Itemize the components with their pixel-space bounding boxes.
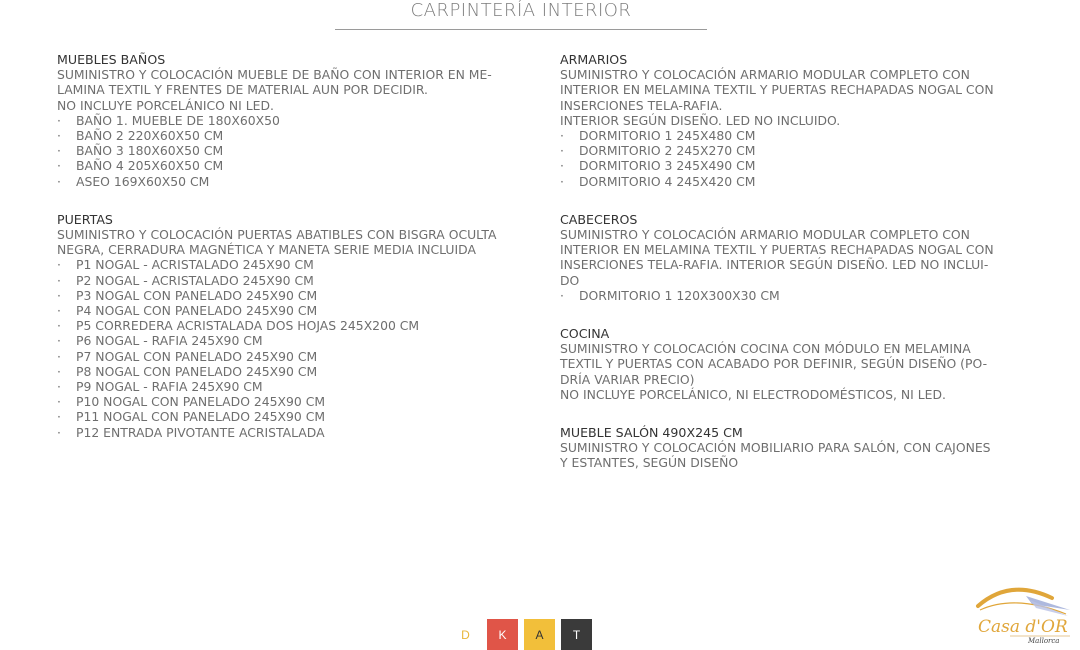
description-line: SUMINISTRO Y COLOCACIÓN PUERTAS ABATIBLES CON BISGRA OCULTA: [57, 227, 497, 243]
description-line: Y ESTANTES, SEGÚN DISEÑO: [560, 455, 739, 471]
description-line: LAMINA TEXTIL Y FRENTES DE MATERIAL AUN POR DECIDIR.: [57, 82, 428, 98]
item-list: [560, 288, 1025, 303]
section-heading: MUEBLE SALÓN 490X245 CM: [560, 425, 743, 441]
list-item: · ASEO 169X60X50 CM: [57, 174, 527, 189]
title-divider: [335, 29, 707, 30]
list-item: · BAÑO 2 220X60X50 CM: [57, 128, 527, 143]
description-line: INTERIOR EN MELAMINA TEXTIL Y PUERTAS RECHAPADAS NOGAL CON: [560, 242, 994, 258]
list-item: · DORMITORIO 1 120X300X30 CM: [560, 288, 1025, 303]
list-item: · P10 NOGAL CON PANELADO 245X90 CM: [57, 394, 527, 409]
description-line: INSERCIONES TELA-RAFIA. INTERIOR SEGÚN DISEÑO. LED NO INCLUI-: [560, 257, 989, 273]
description-line: DO: [560, 272, 580, 288]
page-title: CARPINTERÍA INTERIOR: [410, 0, 632, 21]
item-list: [57, 257, 527, 439]
logo-subtext: Mallorca: [1028, 637, 1060, 645]
section-heading: ARMARIOS: [560, 52, 628, 67]
brand-tile-d: D: [450, 619, 481, 650]
section: [57, 212, 527, 440]
footer-brand-tiles: [450, 619, 598, 650]
section-description: [57, 67, 527, 113]
section-description: [560, 227, 1025, 288]
logo-text: Casa d'OR: [978, 617, 1068, 637]
left-column: [57, 52, 527, 463]
section-heading: PUERTAS: [57, 211, 113, 227]
section-heading: MUEBLES BAÑOS: [57, 52, 166, 67]
description-line: SUMINISTRO Y COLOCACIÓN COCINA CON MÓDULO EN MELAMINA: [560, 341, 971, 357]
list-item: · P12 ENTRADA PIVOTANTE ACRISTALADA: [57, 425, 527, 440]
list-item: · P5 CORREDERA ACRISTALADA DOS HOJAS 245X200 CM: [57, 318, 527, 333]
section-heading: COCINA: [560, 326, 610, 342]
section: [57, 52, 527, 189]
section-heading: CABECEROS: [560, 211, 638, 227]
item-list: [57, 113, 527, 189]
brand-tile-k: K: [487, 619, 518, 650]
list-item: · DORMITORIO 3 245X490 CM: [560, 158, 1025, 173]
list-item: · DORMITORIO 2 245X270 CM: [560, 143, 1025, 158]
list-item: · P3 NOGAL CON PANELADO 245X90 CM: [57, 288, 527, 303]
list-item: · DORMITORIO 4 245X420 CM: [560, 174, 1025, 189]
section-description: [560, 67, 1025, 128]
description-line: INTERIOR EN MELAMINA TEXTIL Y PUERTAS RECHAPADAS NOGAL CON: [560, 82, 994, 98]
list-item: · BAÑO 4 205X60X50 CM: [57, 158, 527, 173]
section: [560, 425, 1025, 471]
section: [560, 212, 1025, 303]
description-line: SUMINISTRO Y COLOCACIÓN ARMARIO MODULAR COMPLETO CON: [560, 67, 970, 83]
description-line: SUMINISTRO Y COLOCACIÓN MUEBLE DE BAÑO CON INTERIOR EN ME-: [57, 67, 492, 83]
description-line: INSERCIONES TELA-RAFIA.: [560, 97, 723, 113]
brand-tile-a: A: [524, 619, 555, 650]
list-item: · P4 NOGAL CON PANELADO 245X90 CM: [57, 303, 527, 318]
list-item: · P9 NOGAL - RAFIA 245X90 CM: [57, 379, 527, 394]
list-item: · P6 NOGAL - RAFIA 245X90 CM: [57, 333, 527, 348]
list-item: · P8 NOGAL CON PANELADO 245X90 CM: [57, 364, 527, 379]
list-item: · P7 NOGAL CON PANELADO 245X90 CM: [57, 349, 527, 364]
section-description: [560, 440, 1025, 470]
brand-tile-t: T: [561, 619, 592, 650]
section-description: [57, 227, 527, 257]
description-line: SUMINISTRO Y COLOCACIÓN MOBILIARIO PARA SALÓN, CON CAJONES: [560, 440, 991, 456]
description-line: INTERIOR SEGÚN DISEÑO. LED NO INCLUIDO.: [560, 112, 841, 128]
section-description: [560, 341, 1025, 402]
description-line: NO INCLUYE PORCELÁNICO, NI ELECTRODOMÉSTICOS, NI LED.: [560, 386, 946, 402]
list-item: · BAÑO 1. MUEBLE DE 180X60X50: [57, 113, 527, 128]
list-item: · DORMITORIO 1 245X480 CM: [560, 128, 1025, 143]
list-item: · P11 NOGAL CON PANELADO 245X90 CM: [57, 409, 527, 424]
item-list: [560, 128, 1025, 189]
list-item: · BAÑO 3 180X60X50 CM: [57, 143, 527, 158]
description-line: DRÍA VARIAR PRECIO): [560, 371, 695, 387]
description-line: NO INCLUYE PORCELÁNICO NI LED.: [57, 97, 274, 113]
section: [560, 52, 1025, 189]
logo-horizon: [980, 603, 1066, 614]
right-column: [560, 52, 1025, 494]
section: [560, 326, 1025, 402]
description-line: TEXTIL Y PUERTAS CON ACABADO POR DEFINIR, SEGÚN DISEÑO (PO-: [560, 356, 988, 372]
list-item: · P1 NOGAL - ACRISTALADO 245X90 CM: [57, 257, 527, 272]
description-line: SUMINISTRO Y COLOCACIÓN ARMARIO MODULAR COMPLETO CON: [560, 227, 970, 243]
casa-dor-logo: [970, 580, 1075, 645]
description-line: NEGRA, CERRADURA MAGNÉTICA Y MANETA SERIE MEDIA INCLUIDA: [57, 242, 476, 258]
list-item: · P2 NOGAL - ACRISTALADO 245X90 CM: [57, 273, 527, 288]
